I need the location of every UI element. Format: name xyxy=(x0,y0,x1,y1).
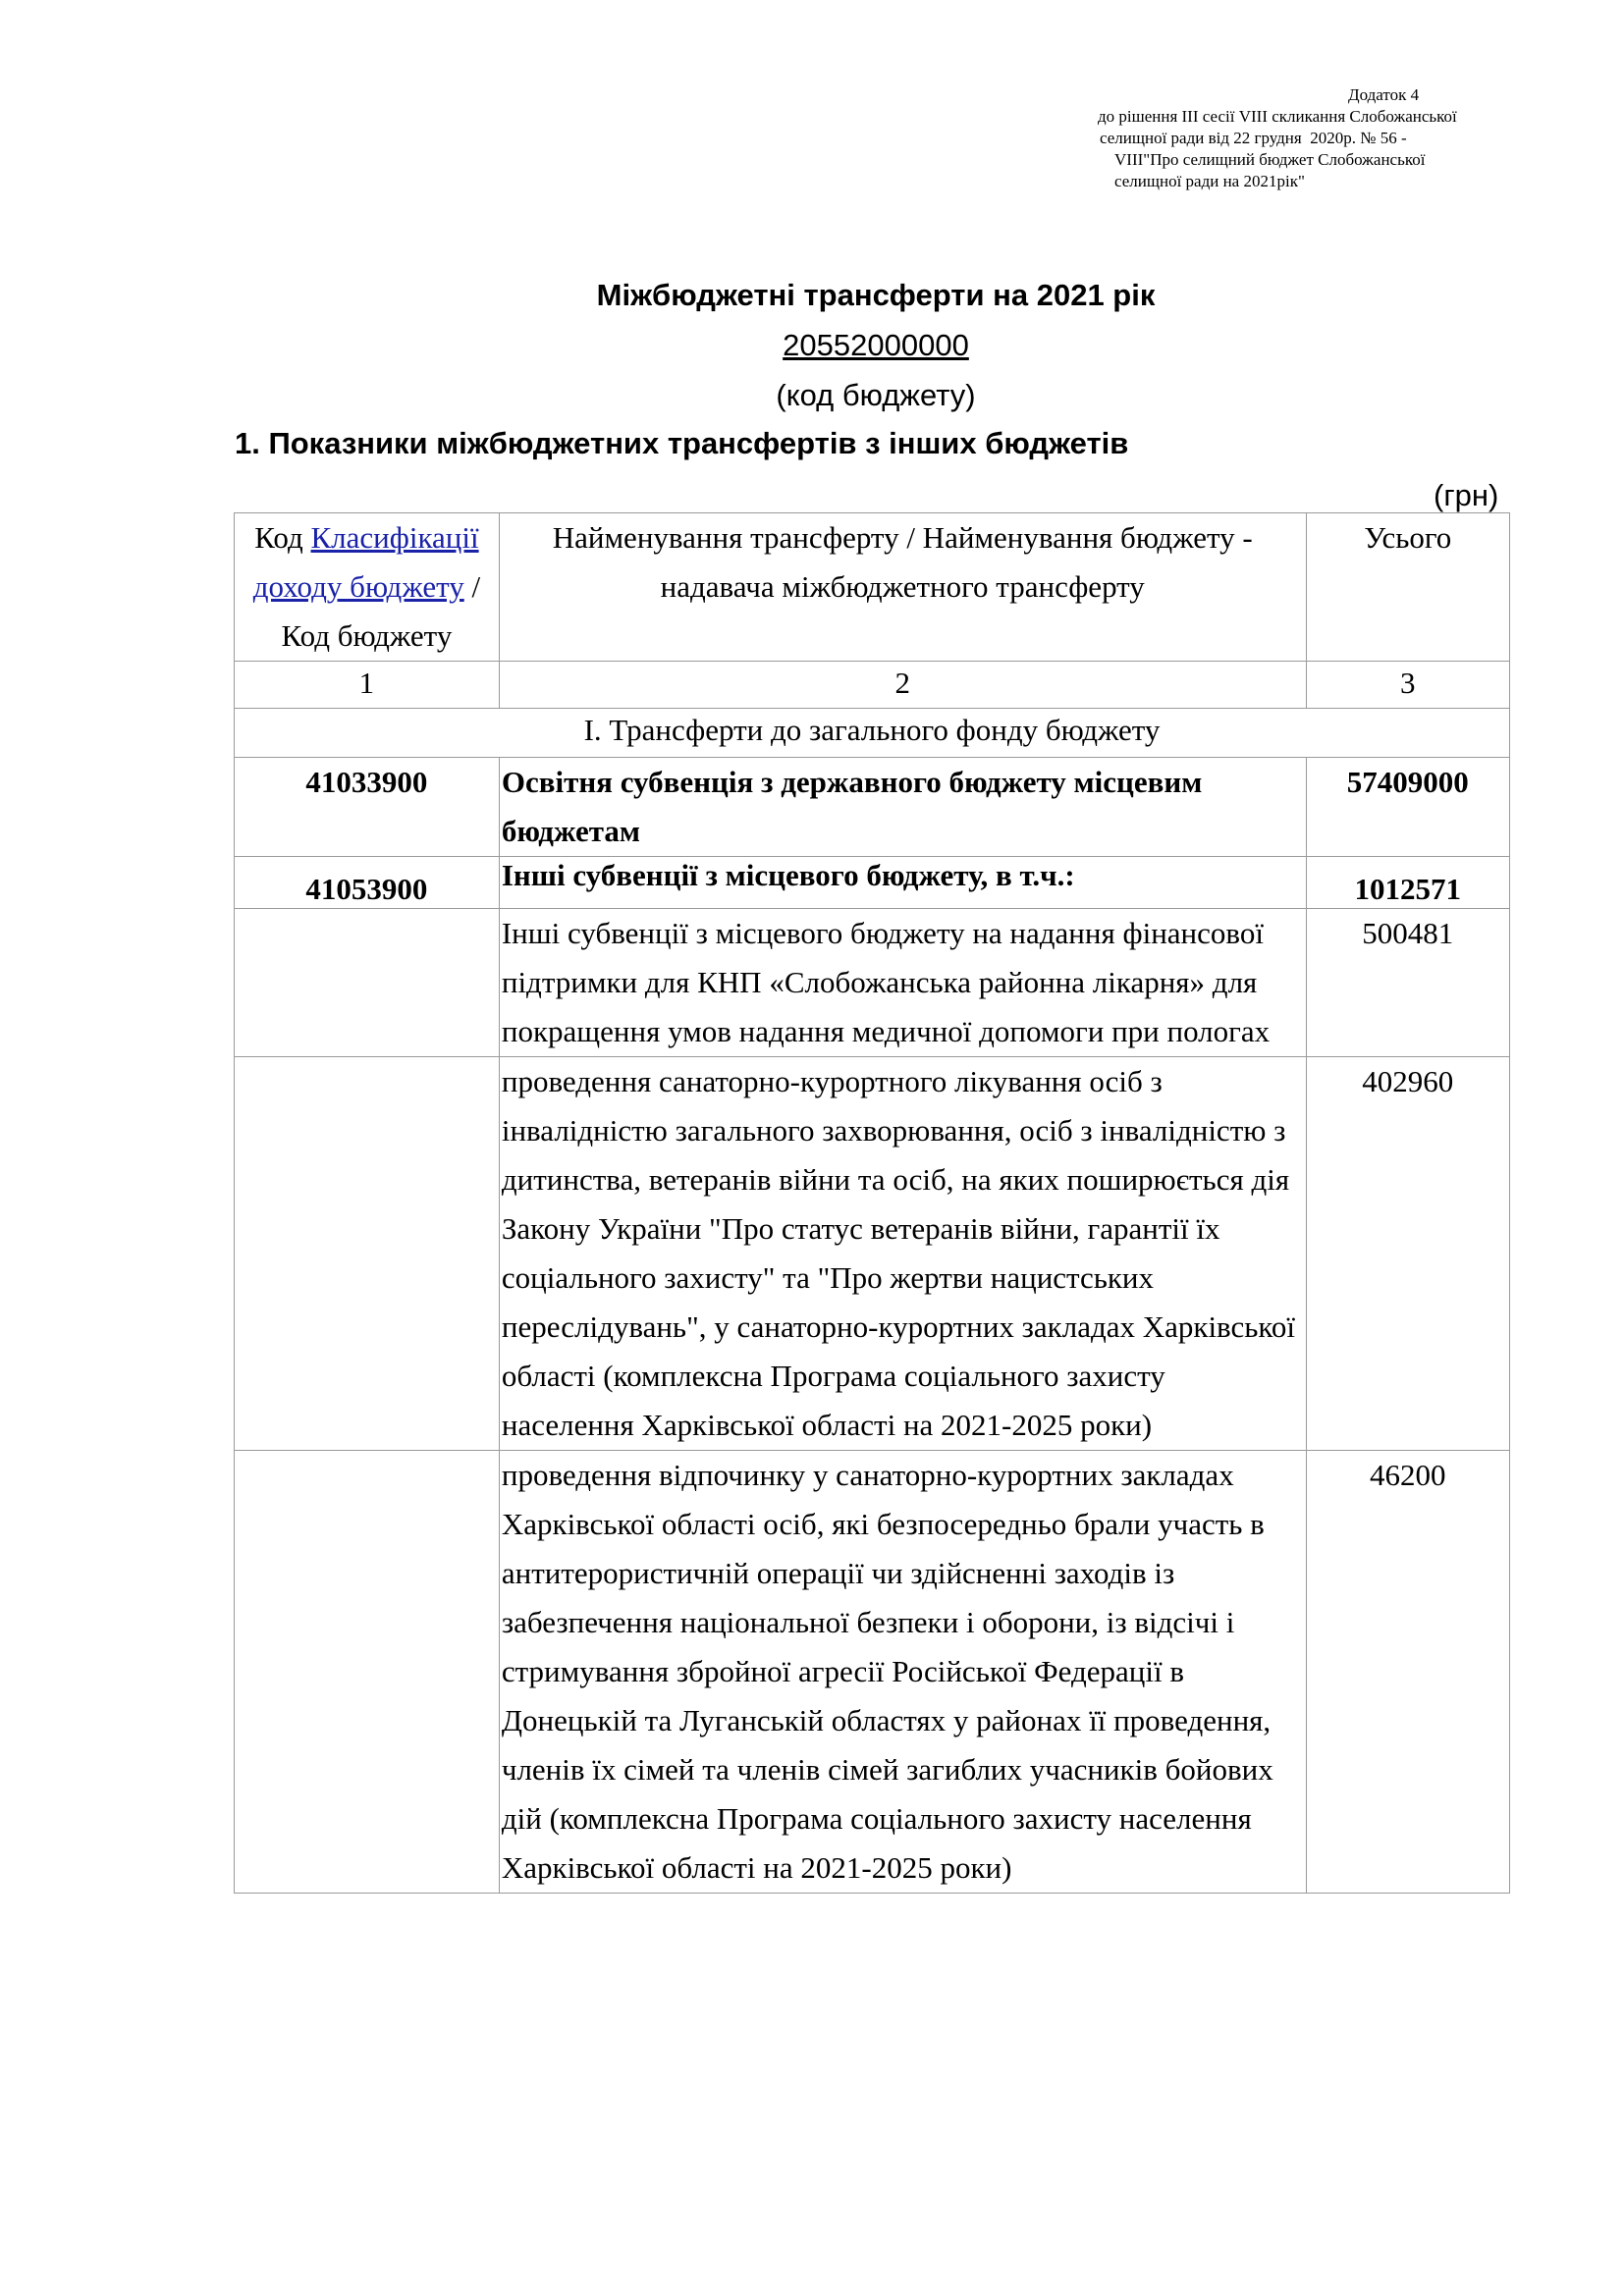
header-code-suffix: / Код бюджету xyxy=(281,569,481,653)
table-header-row xyxy=(235,513,1510,662)
table-row xyxy=(235,1451,1510,1894)
row-name: Інші субвенції з місцевого бюджету, в т.ч.: xyxy=(499,857,1306,909)
row-code: 41033900 xyxy=(235,758,500,857)
column-number: 1 xyxy=(235,662,500,709)
section-row xyxy=(235,709,1510,758)
budget-code: 20552000000 xyxy=(783,328,969,362)
unit-label: (грн) xyxy=(1434,478,1499,512)
row-total: 57409000 xyxy=(1306,758,1509,857)
row-total: 1012571 xyxy=(1306,857,1509,909)
header-code-prefix: Код xyxy=(254,520,311,555)
annex-line: селищної ради на 2021рік" xyxy=(1114,172,1305,190)
row-code xyxy=(235,909,500,1057)
table-row xyxy=(235,758,1510,857)
section-row-label: І. Трансферти до загального фонду бюджету xyxy=(235,709,1510,758)
row-code xyxy=(235,1451,500,1894)
row-total: 402960 xyxy=(1306,1057,1509,1451)
table-row xyxy=(235,909,1510,1057)
classification-link[interactable]: Класифікації доходу бюджету xyxy=(252,520,479,604)
row-total: 500481 xyxy=(1306,909,1509,1057)
row-name: проведення відпочинку у санаторно-курортних закладах Харківської області осіб, які безпосередньо брали участь в антитерористичній операції чи здійсненні заходів із забезпечення національної безпеки і оборони, із відсічі і стримування збройної агресії Російської Федерації в Донецькій та Луганській областях у районах її проведення, членів їх сімей та членів сімей загиблих учасників бойових дій (комплексна Програма соціального захисту населення Харківської області на 2021-2025 роки) xyxy=(499,1451,1306,1894)
section-title: 1. Показники міжбюджетних трансфертів з інших бюджетів xyxy=(235,426,1129,460)
row-name: Інші субвенції з місцевого бюджету на надання фінансової підтримки для КНП «Слобожанська районна лікарня» для покращення умов надання медичної допомоги при пологах xyxy=(499,909,1306,1057)
column-number: 2 xyxy=(499,662,1306,709)
column-numbers-row xyxy=(235,662,1510,709)
table-row xyxy=(235,857,1510,909)
budget-code-label: (код бюджету) xyxy=(776,378,976,412)
row-name: проведення санаторно-курортного лікування осіб з інвалідністю загального захворювання, осіб з інвалідністю з дитинства, ветеранів війни та осіб, на яких поширюється дія Закону України "Про статус ветеранів війни, гарантії їх соціального захисту" та "Про жертви нацистських переслідувань", у санаторно-курортних закладах Харківської області (комплексна Програма соціального захисту населення Харківської області на 2021-2025 роки) xyxy=(499,1057,1306,1451)
row-total: 46200 xyxy=(1306,1451,1509,1894)
row-name: Освітня субвенція з державного бюджету місцевим бюджетам xyxy=(499,758,1306,857)
document-title: Міжбюджетні трансферти на 2021 рік xyxy=(596,278,1156,312)
column-number: 3 xyxy=(1306,662,1509,709)
annex-line: селищної ради від 22 грудня 2020р. № 56 - xyxy=(1100,129,1407,147)
annex-line: Додаток 4 xyxy=(1348,85,1420,104)
annex-line: до рішення ІІІ сесії VIIІ скликання Слобожанської xyxy=(1098,107,1457,126)
row-code xyxy=(235,1057,500,1451)
table-row xyxy=(235,1057,1510,1451)
header-total: Усього xyxy=(1306,513,1509,662)
header-code xyxy=(235,513,500,662)
transfers-table xyxy=(234,512,1510,1894)
row-code: 41053900 xyxy=(235,857,500,909)
annex-note xyxy=(1098,84,1608,192)
header-name: Найменування трансферту / Найменування бюджету - надавача міжбюджетного трансферту xyxy=(499,513,1306,662)
annex-line: VIII"Про селищний бюджет Слобожанської xyxy=(1114,150,1426,169)
